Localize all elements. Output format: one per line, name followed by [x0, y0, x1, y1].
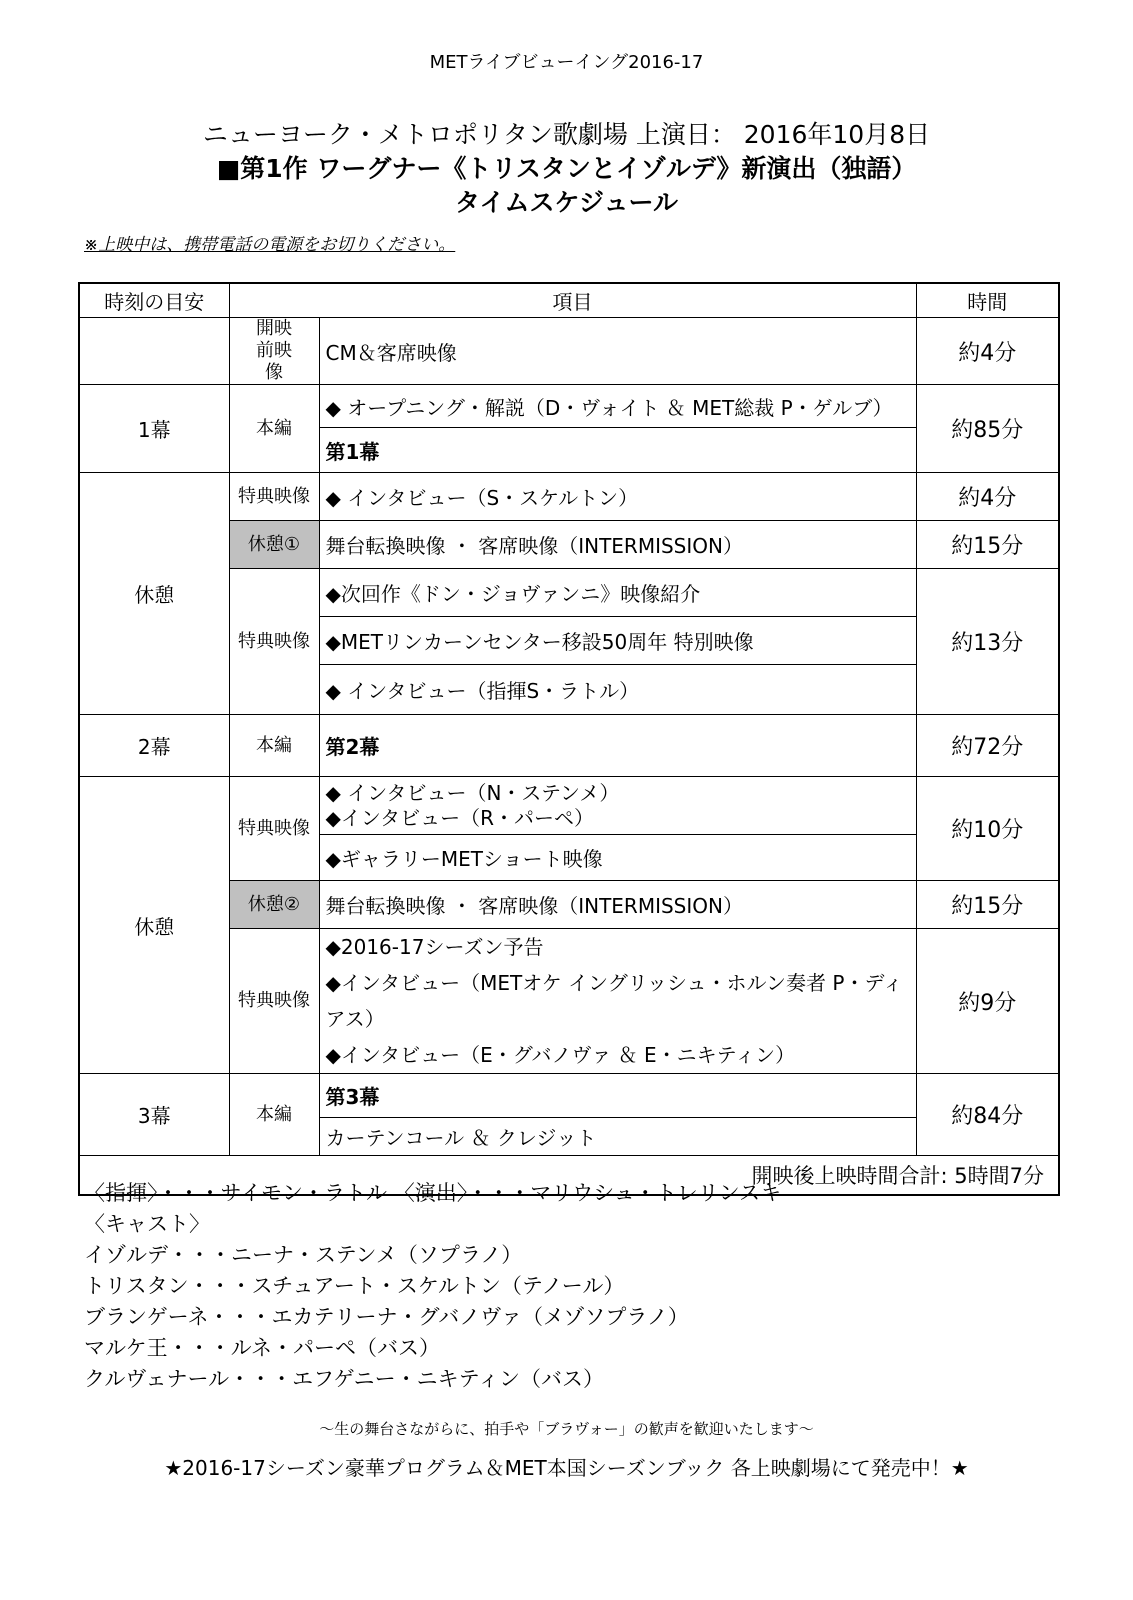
- item-cell: ◆ギャラリーMETショート映像: [319, 835, 916, 881]
- header-item: 項目: [229, 283, 916, 318]
- item-cell: ◆METリンカーンセンター移設50周年 特別映像: [319, 617, 916, 665]
- credit-line: トリスタン・・・スチュアート・スケルトン（テノール）: [84, 1274, 625, 1298]
- time-cell: 1幕: [79, 385, 229, 473]
- table-row: [79, 318, 1059, 385]
- duration-cell: 約15分: [916, 881, 1059, 929]
- schedule-table: [78, 282, 1060, 1196]
- type-cell: 休憩②: [229, 881, 319, 929]
- item-cell: 第3幕: [319, 1074, 916, 1118]
- time-cell: 2幕: [79, 715, 229, 777]
- credit-line: イゾルデ・・・ニーナ・ステンメ（ソプラノ）: [84, 1243, 523, 1267]
- credit-line: クルヴェナール・・・エフゲニー・ニキティン（バス）: [84, 1367, 604, 1391]
- credit-line: 〈指揮〉・・・サイモン・ラトル 〈演出〉・・・マリウシュ・トレリンスキ: [84, 1181, 782, 1205]
- item-cell: 舞台転換映像 ・ 客席映像（INTERMISSION）: [319, 521, 916, 569]
- type-cell: 本編: [229, 715, 319, 777]
- table-row: [79, 1074, 1059, 1118]
- opera-title: ■第1作 ワーグナー《トリスタンとイゾルデ》新演出（独語）: [216, 154, 917, 183]
- duration-cell: 約85分: [916, 385, 1059, 473]
- total-runtime: 開映後上映時間合計: 5時間7分: [79, 1156, 1059, 1196]
- credits-block: [84, 1178, 781, 1395]
- duration-cell: 約13分: [916, 569, 1059, 715]
- item-cell: ◆ オープニング・解説（D・ヴォイト ＆ MET総裁 P・ゲルブ）: [319, 385, 916, 428]
- type-cell: 本編: [229, 1074, 319, 1156]
- item-cell: [319, 777, 916, 835]
- type-cell: 休憩①: [229, 521, 319, 569]
- item-cell: 第2幕: [319, 715, 916, 777]
- type-cell: 特典映像: [229, 569, 319, 715]
- phone-notice: ※上映中は、携帯電話の電源をお切りください。: [84, 235, 456, 255]
- item-cell: 舞台転換映像 ・ 客席映像（INTERMISSION）: [319, 881, 916, 929]
- title-block: [0, 118, 1133, 220]
- item-line: ◆インタビュー（METオケ イングリッシュ・ホルン奏者 P・ディアス）: [325, 971, 903, 1031]
- duration-cell: 約9分: [916, 929, 1059, 1074]
- item-line: ◆2016-17シーズン予告: [325, 935, 544, 959]
- time-cell: 休憩: [79, 777, 229, 1074]
- item-cell: ◆次回作《ドン・ジョヴァンニ》映像紹介: [319, 569, 916, 617]
- item-line: ◆インタビュー（E・グバノヴァ ＆ E・ニキティン）: [325, 1043, 796, 1067]
- duration-cell: 約15分: [916, 521, 1059, 569]
- duration-cell: 約10分: [916, 777, 1059, 881]
- item-cell: 第1幕: [319, 428, 916, 473]
- credit-line: マルケ王・・・ルネ・パーペ（バス）: [84, 1336, 440, 1360]
- item-line: ◆ インタビュー（N・ステンメ）: [325, 780, 620, 805]
- item-cell: ◆ インタビュー（指揮S・ラトル）: [319, 665, 916, 715]
- table-header-row: [79, 283, 1059, 318]
- type-cell: 開映前映像: [229, 318, 319, 385]
- table-row: [79, 777, 1059, 835]
- header-time: 時刻の目安: [79, 283, 229, 318]
- applause-note: ～生の舞台さながらに、拍手や「ブラヴォー」の歓声を歓迎いたします～: [319, 1420, 814, 1438]
- duration-cell: 約84分: [916, 1074, 1059, 1156]
- item-cell: ◆ インタビュー（S・スケルトン）: [319, 473, 916, 521]
- table-row: [79, 715, 1059, 777]
- time-cell: 3幕: [79, 1074, 229, 1156]
- item-cell: カーテンコール ＆ クレジット: [319, 1118, 916, 1156]
- table-row: [79, 385, 1059, 428]
- type-cell: 特典映像: [229, 929, 319, 1074]
- item-cell: CM＆客席映像: [319, 318, 916, 385]
- duration-cell: 約72分: [916, 715, 1059, 777]
- document-header: METライブビューイング2016-17: [429, 52, 704, 73]
- time-cell: [79, 318, 229, 385]
- header-duration: 時間: [916, 283, 1059, 318]
- time-cell: 休憩: [79, 473, 229, 715]
- duration-cell: 約4分: [916, 318, 1059, 385]
- item-line: ◆インタビュー（R・パーペ）: [325, 805, 594, 830]
- credit-line: ブランゲーネ・・・エカテリーナ・グバノヴァ（メゾソプラノ）: [84, 1305, 689, 1329]
- table-row: [79, 473, 1059, 521]
- program-sale-note: ★2016-17シーズン豪華プログラム＆MET本国シーズンブック 各上映劇場にて発売中！★: [164, 1456, 969, 1480]
- schedule-title: タイムスケジュール: [454, 188, 678, 217]
- venue-date-title: ニューヨーク・メトロポリタン歌劇場 上演日： 2016年10月8日: [202, 120, 931, 149]
- credit-line: 〈キャスト〉: [84, 1212, 210, 1236]
- duration-cell: 約4分: [916, 473, 1059, 521]
- type-cell: 特典映像: [229, 777, 319, 881]
- item-cell: [319, 929, 916, 1074]
- type-cell: 本編: [229, 385, 319, 473]
- type-cell: 特典映像: [229, 473, 319, 521]
